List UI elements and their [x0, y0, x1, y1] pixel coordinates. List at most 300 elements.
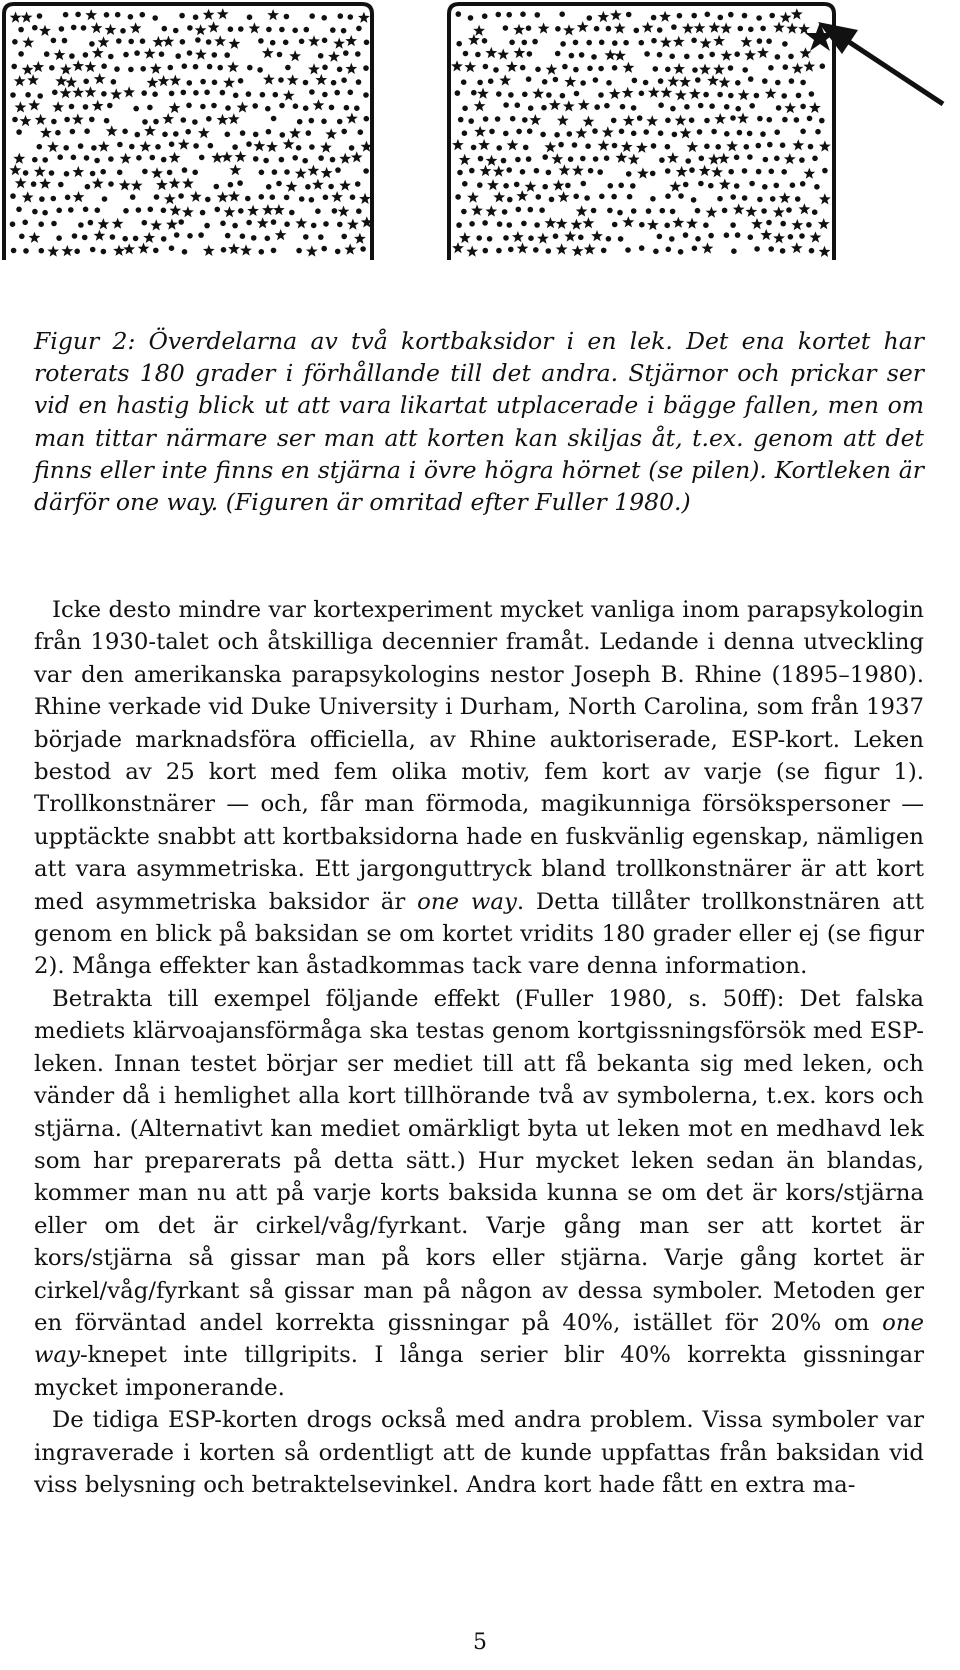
pattern-dot — [493, 67, 499, 73]
pattern-dot — [266, 129, 272, 135]
pattern-dot — [639, 40, 645, 46]
pattern-star — [295, 217, 307, 228]
pattern-dot — [318, 234, 324, 240]
pattern-dot — [305, 184, 311, 190]
pattern-dot — [780, 142, 786, 148]
pattern-dot — [341, 129, 347, 135]
pattern-dot — [483, 116, 489, 122]
pattern-star — [711, 166, 723, 177]
pattern-dot — [599, 40, 605, 46]
pattern-dot — [297, 119, 303, 125]
pattern-dot — [152, 91, 158, 97]
pattern-dot — [477, 80, 483, 86]
pattern-dot — [225, 233, 231, 239]
pattern-dot — [321, 119, 327, 125]
page-number: 5 — [473, 1630, 487, 1655]
pattern-star — [799, 203, 811, 214]
pattern-dot — [462, 130, 468, 136]
pattern-dot — [684, 104, 690, 110]
pattern-star — [98, 218, 110, 229]
pattern-dot — [692, 246, 698, 252]
pattern-star — [113, 245, 125, 256]
pattern-dot — [49, 170, 55, 176]
pattern-dot — [612, 40, 618, 46]
pattern-dot — [193, 143, 199, 149]
pattern-star — [22, 64, 34, 75]
pattern-star — [721, 50, 733, 61]
pattern-dot — [457, 170, 463, 176]
pattern-dot — [63, 145, 69, 151]
pattern-star — [211, 152, 223, 163]
pattern-dot — [360, 246, 366, 252]
pattern-star — [556, 243, 568, 254]
pattern-dot — [782, 41, 788, 47]
pattern-star — [553, 180, 565, 191]
pattern-dot — [573, 40, 579, 46]
pattern-dot — [108, 54, 114, 60]
pattern-dot — [10, 193, 16, 199]
figure-caption: Figur 2: Överdelarna av två kortbaksidor i en lek. Det ena kortet har roterats 180 grader i förhållande till det andra. Stjärnor och prickar ser vid en hastig blick ut att vara likartat utplacerade i bägge fallen, men om man tittar närmare ser man att korten kan skiljas åt, t.ex. genom att det finns eller inte finns en stjärna i övre högra hörnet (se pilen). Kortleken är därför one way. (Figuren är omritad efter Fuller 1980.) — [34, 327, 924, 517]
pattern-dot — [110, 234, 116, 240]
pattern-star — [15, 101, 27, 112]
pattern-dot — [598, 66, 604, 72]
pattern-dot — [754, 246, 760, 252]
pattern-dot — [42, 157, 48, 163]
pattern-dot — [332, 208, 338, 214]
pattern-dot — [246, 220, 252, 226]
pattern-dot — [11, 248, 17, 254]
pattern-star — [694, 22, 706, 33]
pattern-dot — [108, 156, 114, 162]
pattern-star — [718, 153, 730, 164]
pattern-dot — [532, 39, 538, 45]
pattern-star — [675, 89, 687, 100]
pattern-dot — [623, 40, 629, 46]
pattern-star — [464, 61, 476, 72]
pattern-dot — [134, 50, 140, 56]
pattern-dot — [456, 11, 462, 17]
pattern-star — [477, 88, 489, 99]
pattern-star — [249, 22, 261, 33]
pattern-dot — [487, 236, 493, 242]
pattern-dot — [767, 117, 773, 123]
pattern-dot — [533, 247, 539, 253]
pattern-dot — [646, 208, 652, 214]
pattern-star — [452, 242, 464, 253]
pattern-star — [92, 47, 104, 58]
pattern-star — [745, 206, 757, 217]
pattern-dot — [192, 119, 198, 125]
pattern-dot — [587, 15, 593, 21]
pattern-dot — [495, 116, 501, 122]
pattern-dot — [321, 15, 327, 21]
pattern-dot — [89, 41, 95, 47]
pattern-star — [741, 36, 753, 47]
pattern-star — [673, 63, 685, 74]
pattern-star — [563, 24, 575, 35]
pattern-dot — [546, 248, 552, 254]
pattern-dot — [703, 222, 709, 228]
pattern-star — [591, 230, 603, 241]
pattern-dot — [506, 167, 512, 173]
pattern-star — [660, 36, 672, 47]
pattern-star — [804, 168, 816, 179]
pattern-star — [190, 191, 202, 202]
paragraph-1: Icke desto mindre var kortexperiment mycket vanliga inom parapsykologin från 1930-talet och åtskilliga decennier framåt. Ledande i denna utveckling var den amerikanska parapsykologins nestor Joseph B. Rhine (1895–1980). Rhine verkade vid Duke University i Durham, North Carolina, som från 1937 började marknadsföra officiella, av Rhine auktoriserade, ESP-kort. Leken bestod av 25 kort med fem olika motiv, fem kort av varje (se figur 1). Trollkonstnärer — och, får man förmoda, magikunniga försökspersoner — upptäckte snabbt att kortbaksidorna hade en fuskvänlig egenskap, nämligen att vara asymmetriska. Ett jargonguttryck bland trollkonstnärer är att kort med asymmetriska baksidor är one way. Detta tillåter trollkonstnären att genom en blick på baksidan se om kortet vridits 180 grader eller ej (se figur 2). Många effekter kan åstadkommas tack vare denna information. — [34, 597, 925, 980]
pattern-star — [558, 191, 570, 202]
pattern-dot — [253, 156, 259, 162]
pattern-star — [170, 205, 182, 216]
pattern-dot — [259, 249, 265, 255]
pattern-star — [474, 100, 486, 111]
pattern-dot — [669, 236, 675, 242]
pattern-dot — [692, 67, 698, 73]
pattern-star — [682, 23, 694, 34]
pattern-dot — [304, 27, 310, 33]
pattern-star — [72, 87, 84, 98]
pattern-dot — [181, 117, 187, 123]
pattern-dot — [691, 38, 697, 44]
pattern-dot — [822, 168, 828, 174]
pattern-dot — [800, 129, 806, 135]
pattern-star — [308, 165, 320, 176]
pattern-dot — [233, 93, 239, 99]
pattern-dot — [731, 248, 737, 254]
pattern-dot — [192, 170, 198, 176]
pattern-dot — [309, 144, 315, 150]
pattern-dot — [204, 90, 210, 96]
pattern-dot — [549, 197, 555, 203]
pattern-dot — [169, 245, 175, 251]
pattern-star — [687, 141, 699, 152]
pattern-star — [784, 102, 796, 113]
pattern-star — [92, 100, 104, 111]
pattern-dot — [780, 248, 786, 254]
pattern-dot — [597, 169, 603, 175]
pattern-dot — [612, 143, 618, 149]
pattern-star — [798, 23, 810, 34]
pattern-dot — [742, 67, 748, 73]
pattern-dot — [665, 144, 671, 150]
pattern-star — [262, 47, 274, 58]
pattern-dot — [330, 27, 336, 33]
pattern-dot — [363, 65, 369, 71]
pattern-dot — [71, 25, 77, 31]
pattern-dot — [322, 38, 328, 44]
pattern-dot — [37, 93, 43, 99]
pattern-dot — [671, 24, 677, 30]
pattern-dot — [737, 130, 743, 136]
pattern-dot — [322, 92, 328, 98]
pattern-dot — [780, 221, 786, 227]
pattern-dot — [83, 52, 89, 58]
pattern-dot — [69, 53, 75, 59]
pattern-dot — [259, 170, 265, 176]
pattern-star — [169, 102, 181, 113]
pattern-dot — [251, 235, 257, 241]
pattern-star — [312, 179, 324, 190]
pattern-star — [507, 139, 519, 150]
pattern-star — [55, 75, 67, 86]
pattern-dot — [65, 195, 71, 201]
pattern-dot — [775, 54, 781, 60]
pattern-dot — [240, 130, 246, 136]
pattern-dot — [768, 246, 774, 252]
pattern-dot — [795, 196, 801, 202]
pattern-dot — [135, 132, 141, 138]
pattern-star — [459, 154, 471, 165]
pattern-dot — [303, 234, 309, 240]
pattern-star — [203, 9, 215, 20]
pattern-dot — [153, 119, 159, 125]
pattern-star — [315, 74, 327, 85]
pattern-dot — [526, 76, 532, 82]
pattern-star — [583, 217, 595, 228]
pattern-dot — [503, 102, 509, 108]
pattern-dot — [711, 129, 717, 135]
pattern-star — [65, 76, 77, 87]
pattern-dot — [786, 207, 792, 213]
pattern-star — [614, 22, 626, 33]
pattern-star — [680, 127, 692, 138]
pattern-star — [628, 153, 640, 164]
pattern-dot — [456, 222, 462, 228]
pattern-dot — [496, 12, 502, 18]
pattern-dot — [762, 78, 768, 84]
pattern-dot — [56, 235, 62, 241]
pattern-dot — [578, 235, 584, 241]
pattern-dot — [51, 221, 57, 227]
pattern-dot — [704, 118, 710, 124]
pattern-dot — [266, 184, 272, 190]
pattern-dot — [363, 168, 369, 174]
pattern-star — [516, 190, 528, 201]
body-text — [34, 594, 924, 1501]
pattern-star — [351, 151, 363, 162]
pattern-dot — [94, 158, 100, 164]
pattern-dot — [581, 181, 587, 187]
pattern-dot — [265, 106, 271, 112]
pattern-dot — [271, 219, 277, 225]
pattern-star — [609, 88, 621, 99]
pattern-dot — [309, 197, 315, 203]
pattern-dot — [637, 115, 643, 121]
paragraph-3: De tidiga ESP-korten drogs också med andra problem. Vissa symboler var ingraverade i korten så ordentligt att de kunde uppfattas från baksidan vid viss belysning och betraktelsevinkel. Andra kort hade fått en extra ma- — [34, 1407, 924, 1498]
pattern-dot — [657, 234, 663, 240]
pattern-star — [230, 164, 242, 175]
pattern-dot — [204, 223, 210, 229]
pattern-dot — [471, 145, 477, 151]
pattern-dot — [82, 235, 88, 241]
pattern-dot — [535, 12, 541, 18]
pattern-star — [158, 75, 170, 86]
pattern-star — [147, 77, 159, 88]
pattern-dot — [278, 77, 284, 83]
pattern-dot — [52, 90, 58, 96]
pattern-star — [164, 193, 176, 204]
pattern-dot — [585, 143, 591, 149]
pattern-dot — [187, 80, 193, 86]
pattern-dot — [730, 194, 736, 200]
pattern-dot — [748, 27, 754, 33]
pattern-star — [702, 242, 714, 253]
pattern-star — [719, 76, 731, 87]
pattern-dot — [523, 145, 529, 151]
arrow-icon — [818, 22, 943, 104]
pattern-dot — [208, 143, 214, 149]
pattern-star — [156, 179, 168, 190]
pattern-dot — [153, 248, 159, 254]
pattern-dot — [625, 247, 631, 253]
pattern-dot — [734, 183, 740, 189]
pattern-dot — [343, 50, 349, 56]
pattern-dot — [311, 223, 317, 229]
pattern-dot — [173, 131, 179, 137]
pattern-star — [760, 229, 772, 240]
pattern-dot — [800, 104, 806, 110]
pattern-dot — [599, 194, 605, 200]
pattern-dot — [799, 157, 805, 163]
pattern-dot — [64, 171, 70, 177]
pattern-dot — [650, 196, 656, 202]
pattern-dot — [781, 93, 787, 99]
pattern-star — [719, 179, 731, 190]
pattern-dot — [322, 65, 328, 71]
pattern-star — [623, 115, 635, 126]
pattern-star — [143, 232, 155, 243]
pattern-dot — [173, 28, 179, 34]
pattern-dot — [337, 67, 343, 73]
pattern-star — [598, 140, 610, 151]
pattern-dot — [809, 248, 815, 254]
pattern-dot — [12, 117, 18, 123]
pattern-dot — [101, 63, 107, 69]
pattern-dot — [19, 234, 25, 240]
pattern-dot — [257, 67, 263, 73]
pattern-dot — [292, 155, 298, 161]
pattern-dot — [757, 116, 763, 122]
pattern-dot — [265, 236, 271, 242]
pattern-dot — [217, 65, 223, 71]
pattern-dot — [506, 12, 512, 18]
pattern-dot — [140, 38, 146, 44]
pattern-dot — [16, 207, 22, 213]
pattern-dot — [206, 39, 212, 45]
pattern-star — [784, 153, 796, 164]
pattern-dot — [348, 90, 354, 96]
pattern-dot — [658, 78, 664, 84]
pattern-dot — [503, 25, 509, 31]
pattern-dot — [678, 193, 684, 199]
pattern-dot — [108, 181, 114, 187]
pattern-dot — [620, 104, 626, 110]
pattern-star — [584, 243, 596, 254]
pattern-dot — [695, 236, 701, 242]
pattern-star — [621, 141, 633, 152]
pattern-star — [266, 141, 278, 152]
pattern-dot — [553, 233, 559, 239]
pattern-star — [22, 191, 34, 202]
pattern-dot — [78, 143, 84, 149]
pattern-dot — [587, 66, 593, 72]
pattern-dot — [334, 90, 340, 96]
pattern-star — [564, 230, 576, 241]
pattern-star — [720, 22, 732, 33]
pattern-dot — [468, 118, 474, 124]
pattern-dot — [516, 129, 522, 135]
pattern-star — [791, 8, 803, 19]
pattern-dot — [507, 222, 513, 228]
pattern-dot — [761, 208, 767, 214]
pattern-dot — [185, 129, 191, 135]
pattern-dot — [471, 90, 477, 96]
pattern-star — [138, 243, 150, 254]
pattern-dot — [330, 157, 336, 163]
pattern-star — [120, 153, 132, 164]
pattern-dot — [766, 38, 772, 44]
pattern-star — [679, 76, 691, 87]
pattern-dot — [335, 249, 341, 255]
pattern-star — [98, 141, 110, 152]
pattern-dot — [659, 157, 665, 163]
pattern-star — [20, 115, 32, 126]
pattern-star — [339, 153, 351, 164]
pattern-star — [686, 218, 698, 229]
pattern-star — [228, 190, 240, 201]
pattern-star — [227, 61, 239, 72]
pattern-star — [283, 138, 295, 149]
pattern-dot — [612, 65, 618, 71]
pattern-dot — [658, 130, 664, 136]
pattern-dot — [341, 234, 347, 240]
pattern-star — [94, 230, 106, 241]
pattern-dot — [588, 168, 594, 174]
pattern-star — [262, 204, 274, 215]
pattern-dot — [539, 207, 545, 213]
pattern-star — [144, 125, 156, 136]
pattern-dot — [161, 208, 167, 214]
pattern-star — [786, 23, 798, 34]
pattern-star — [217, 114, 229, 125]
pattern-star — [529, 114, 541, 125]
pattern-dot — [271, 248, 277, 254]
pattern-dot — [574, 91, 580, 97]
pattern-dot — [536, 194, 542, 200]
pattern-dot — [560, 41, 566, 47]
pattern-dot — [83, 207, 89, 213]
pattern-dot — [341, 77, 347, 83]
pattern-dot — [757, 197, 763, 203]
pattern-dot — [528, 235, 534, 241]
pattern-dot — [520, 11, 526, 17]
pattern-dot — [742, 195, 748, 201]
pattern-dot — [651, 38, 657, 44]
pattern-dot — [18, 27, 24, 33]
pattern-star — [85, 86, 97, 97]
pattern-dot — [136, 155, 142, 161]
pattern-dot — [593, 77, 599, 83]
pattern-dot — [730, 115, 736, 121]
pattern-star — [546, 64, 558, 75]
pattern-dot — [199, 155, 205, 161]
pattern-dot — [296, 248, 302, 254]
pattern-star — [487, 179, 499, 190]
pattern-dot — [634, 28, 640, 34]
pattern-dot — [253, 132, 259, 138]
pattern-dot — [631, 105, 637, 111]
pattern-dot — [16, 129, 22, 135]
pattern-dot — [698, 181, 704, 187]
